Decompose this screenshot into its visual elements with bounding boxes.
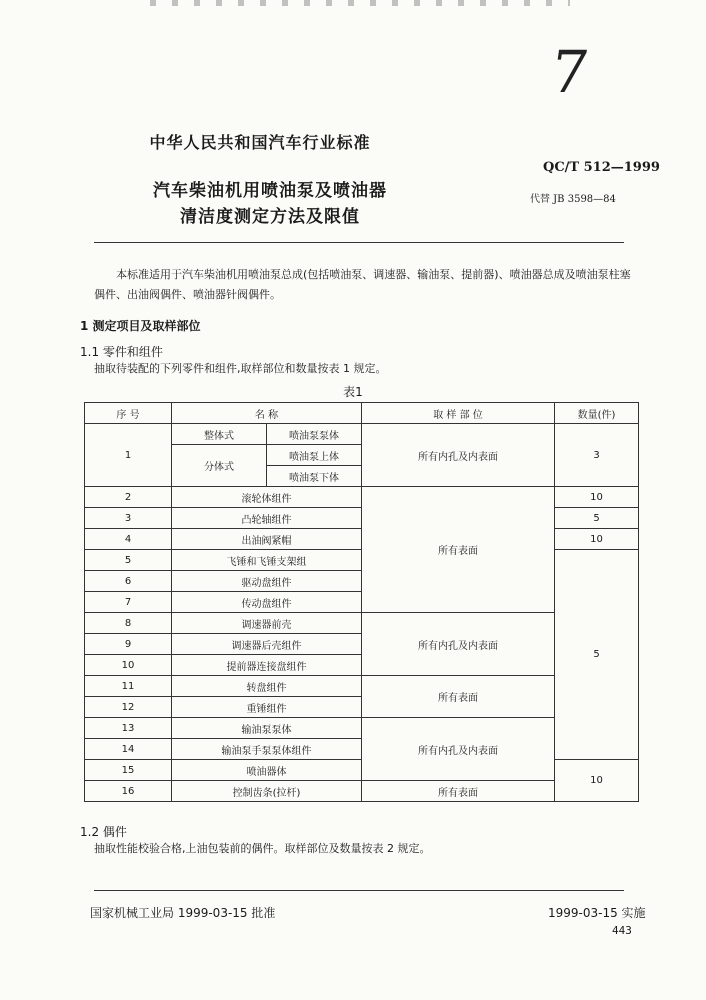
part-name: 出油阀紧帽 (172, 529, 362, 550)
header-qty: 数量(件) (555, 403, 639, 424)
table-row (85, 424, 639, 445)
header-rule (94, 242, 624, 243)
row-no: 7 (85, 592, 172, 613)
part-name: 喷油泵泵体 (267, 424, 362, 445)
intro-paragraph: 本标准适用于汽车柴油机用喷油泵总成(包括喷油泵、调速器、输油泵、提前器)、喷油器总成及喷油泵柱塞偶件、出油阀偶件、喷油器针阀偶件。 (94, 268, 631, 301)
part-name: 凸轮轴组件 (172, 508, 362, 529)
part-name: 输油泵泵体 (172, 718, 362, 739)
part-name: 喷油器体 (172, 760, 362, 781)
part-name: 滚轮体组件 (172, 487, 362, 508)
section1-2-text: 抽取性能校验合格,上油包装前的偶件。取样部位及数量按表 2 规定。 (94, 842, 431, 855)
quantity: 10 (555, 760, 639, 802)
sampling-site: 所有内孔及内表面 (362, 718, 555, 781)
type-integral: 整体式 (172, 424, 267, 445)
section1-heading: 1 测定项目及取样部位 (80, 319, 201, 333)
quantity: 5 (555, 550, 639, 760)
part-name: 控制齿条(拉杆) (172, 781, 362, 802)
part-name: 飞锤和飞锤支架组 (172, 550, 362, 571)
part-name: 调速器后壳组件 (172, 634, 362, 655)
sampling-site: 所有内孔及内表面 (362, 613, 555, 676)
quantity: 10 (555, 529, 639, 550)
part-name: 驱动盘组件 (172, 571, 362, 592)
replaces-standard: 代替 JB 3598—84 (530, 194, 616, 205)
header-name: 名 称 (172, 403, 362, 424)
type-split: 分体式 (172, 445, 267, 487)
part-name: 喷油泵下体 (267, 466, 362, 487)
header-no: 序 号 (85, 403, 172, 424)
row-no: 2 (85, 487, 172, 508)
part-name: 传动盘组件 (172, 592, 362, 613)
sampling-site: 所有表面 (362, 487, 555, 613)
row-no: 12 (85, 697, 172, 718)
part-name: 输油泵手泵泵体组件 (172, 739, 362, 760)
section1-1-heading: 1.1 零件和组件 (80, 345, 163, 359)
table1-caption: 表1 (343, 385, 363, 399)
row-no: 1 (85, 424, 172, 487)
row-no: 16 (85, 781, 172, 802)
standard-number: QC/T 512—1999 (543, 160, 660, 175)
row-no: 13 (85, 718, 172, 739)
row-no: 3 (85, 508, 172, 529)
table-row (85, 487, 639, 508)
row-no: 9 (85, 634, 172, 655)
sampling-site: 所有内孔及内表面 (362, 424, 555, 487)
effective-date: 1999-03-15 实施 (548, 906, 646, 920)
handwritten-page-mark: 7 (546, 38, 593, 106)
header-site: 取 样 部 位 (362, 403, 555, 424)
sampling-site: 所有表面 (362, 676, 555, 718)
table-header-row (85, 403, 639, 424)
row-no: 11 (85, 676, 172, 697)
part-name: 调速器前壳 (172, 613, 362, 634)
organization-title: 中华人民共和国汽车行业标准 (149, 133, 371, 152)
document-title-line2: 清洁度测定方法及限值 (180, 207, 360, 227)
row-no: 15 (85, 760, 172, 781)
scan-edge-marks (150, 0, 570, 6)
approval-line: 国家机械工业局 1999-03-15 批准 (90, 906, 276, 920)
footer-page-number: 443 (612, 924, 632, 937)
sampling-site: 所有表面 (362, 781, 555, 802)
row-no: 5 (85, 550, 172, 571)
section1-1-text: 抽取待装配的下列零件和组件,取样部位和数量按表 1 规定。 (94, 362, 387, 375)
row-no: 6 (85, 571, 172, 592)
row-no: 4 (85, 529, 172, 550)
footer-rule (94, 890, 624, 891)
part-name: 重锤组件 (172, 697, 362, 718)
part-name: 转盘组件 (172, 676, 362, 697)
quantity: 5 (555, 508, 639, 529)
quantity: 3 (555, 424, 639, 487)
part-name: 提前器连接盘组件 (172, 655, 362, 676)
table1 (84, 402, 639, 802)
quantity: 10 (555, 487, 639, 508)
section1-2-heading: 1.2 偶件 (80, 825, 127, 839)
document-title-line1: 汽车柴油机用喷油泵及喷油器 (153, 181, 387, 201)
row-no: 10 (85, 655, 172, 676)
row-no: 14 (85, 739, 172, 760)
part-name: 喷油泵上体 (267, 445, 362, 466)
row-no: 8 (85, 613, 172, 634)
